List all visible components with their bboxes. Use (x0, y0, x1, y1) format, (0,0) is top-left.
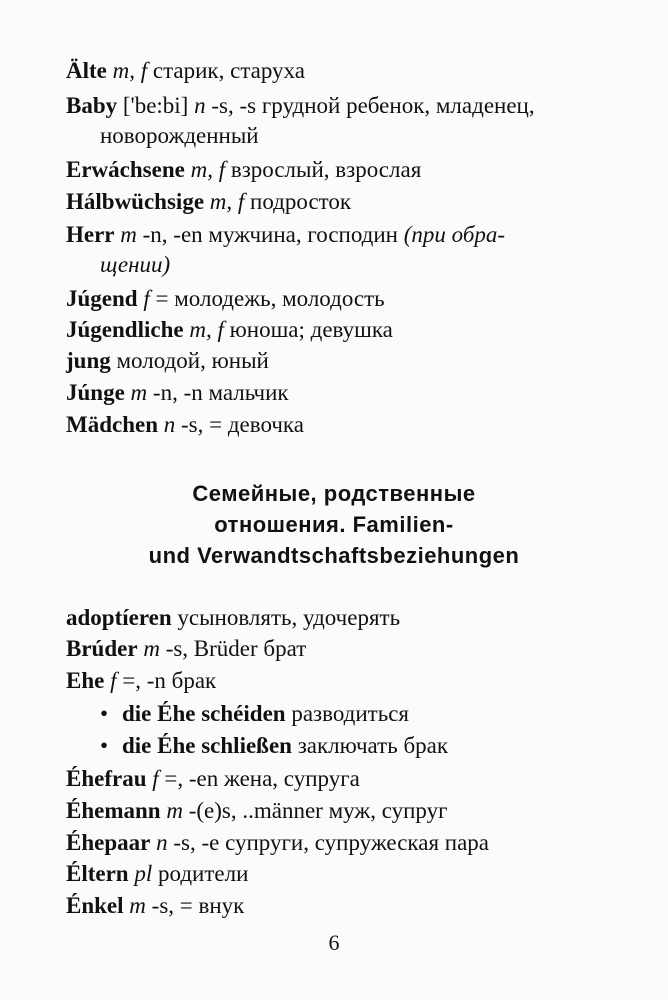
bullet-icon: • (100, 733, 109, 758)
entry-enkel: Énkel m -s, = внук (66, 893, 245, 918)
section-heading-line-2: отношения. Familien- (214, 512, 454, 537)
entry-ehepaar: Éhepaar n -s, -e супруги, супружеская пара (66, 830, 490, 855)
entry-erwachsene: Erwáchsene m, f взрослый, взрослая (66, 157, 422, 182)
entry-baby-continuation: новорожденный (100, 123, 259, 148)
entry-ehe: Ehe f =, -n брак (66, 668, 217, 693)
entry-halbwuchsige: Hálbwüchsige m, f подросток (66, 189, 352, 214)
section-heading-line-1: Семейные, родственные (192, 481, 476, 506)
entry-jugendliche: Júgendliche m, f юноша; девушка (66, 317, 393, 342)
entry-ehefrau: Éhefrau f =, -en жена, супруга (66, 766, 360, 791)
entry-jugend: Júgend f = молодежь, молодость (66, 286, 385, 311)
entry-ehemann: Éhemann m -(e)s, ..männer муж, супруг (66, 798, 448, 823)
section-heading (60, 478, 608, 571)
bullet-icon: • (100, 701, 109, 726)
entry-baby: Baby ['be:bi] n -s, -s грудной ребенок, младенец, (66, 93, 535, 118)
phrase-ehe-schliessen: • die Éhe schließen заключать брак (100, 731, 638, 761)
phrase-ehe-scheiden: • die Éhe schéiden разводиться (100, 699, 638, 729)
entry-herr-continuation: щении) (100, 252, 171, 277)
entry-madchen: Mädchen n -s, = девочка (66, 412, 304, 437)
entry-bruder: Brúder m -s, Brüder брат (66, 636, 307, 661)
page-number: 6 (328, 930, 340, 955)
entry-jung: jung молодой, юный (66, 348, 269, 373)
entry-herr: Herr m -n, -en мужчина, господин (при обра- (66, 222, 506, 247)
section-heading-line-3: und Verwandtschaftsbeziehungen (148, 543, 520, 568)
entry-eltern: Éltern pl родители (66, 861, 249, 886)
entry-adoptieren: adoptíeren усыновлять, удочерять (66, 605, 401, 630)
entry-alte: Älte m, f старик, старуха (66, 58, 305, 83)
entry-junge: Júnge m -n, -n мальчик (66, 380, 289, 405)
